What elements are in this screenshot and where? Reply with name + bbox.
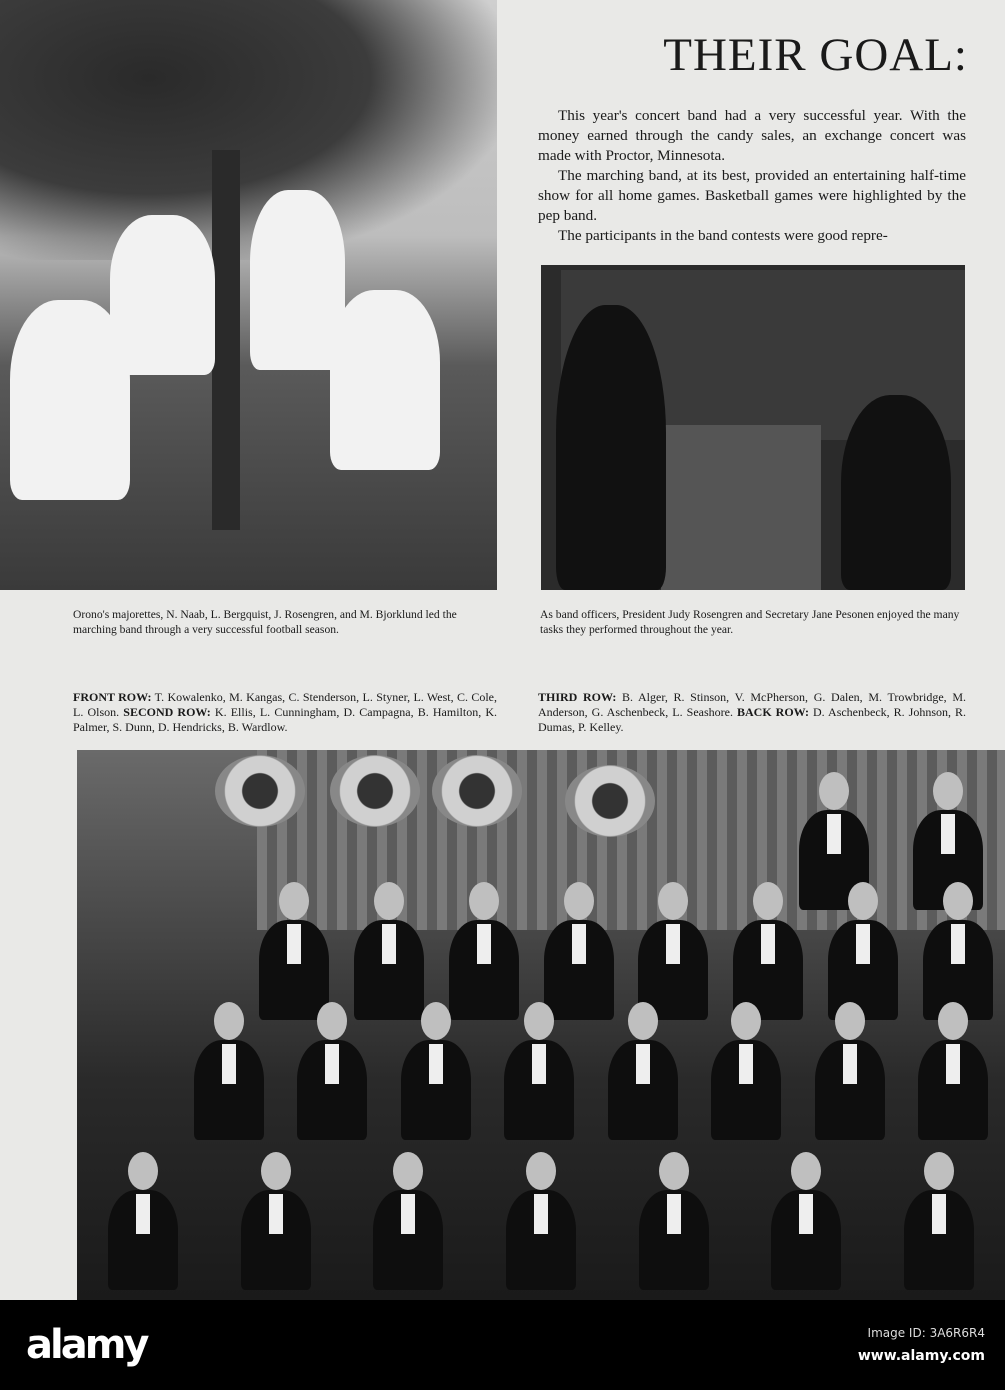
- band-member: [828, 920, 898, 1020]
- page-title: THEIR GOAL:: [663, 29, 968, 81]
- band-member: [544, 920, 614, 1020]
- band-member: [506, 1190, 576, 1290]
- front-row-label: FRONT ROW:: [73, 690, 152, 704]
- sousaphone: [330, 755, 420, 827]
- band-group-photo: [77, 750, 1005, 1300]
- paragraph: The marching band, at its best, provided an entertaining half-time show for all home games. Basketball games were highlighted by the pep band.: [538, 167, 966, 224]
- paragraph: The participants in the band contests were good repre-: [558, 227, 888, 244]
- front-row-names: T. Kowalenko, M. Kangas, C. Stenderson, L. Styner, L. West, C. Cole, L. Olson.: [73, 690, 497, 719]
- second-row: [177, 1040, 1005, 1140]
- officer: [841, 395, 951, 590]
- officer: [556, 305, 666, 590]
- band-member: [639, 1190, 709, 1290]
- majorettes-caption: Orono's majorettes, N. Naab, L. Bergquist, J. Rosengren, and M. Bjorklund led the marching band through a very successful football season.: [73, 608, 457, 636]
- band-member: [354, 920, 424, 1020]
- second-row-label: SECOND ROW:: [123, 705, 211, 719]
- tree-foliage: [0, 0, 497, 260]
- sousaphone: [565, 765, 655, 837]
- back-row-names: D. Aschenbeck, R. Johnson, R. Dumas, P. Kelley.: [538, 705, 967, 734]
- band-officers-photo: [541, 265, 965, 590]
- band-member: [259, 920, 329, 1020]
- article-body: [538, 106, 966, 246]
- watermark-footer: [0, 1300, 1005, 1390]
- band-member: [194, 1040, 264, 1140]
- band-member: [504, 1040, 574, 1140]
- third-row-label: THIRD ROW:: [538, 690, 617, 704]
- majorette: [330, 290, 440, 470]
- band-member: [401, 1040, 471, 1140]
- band-member: [373, 1190, 443, 1290]
- band-member: [449, 920, 519, 1020]
- back-row-label: BACK ROW:: [736, 705, 809, 719]
- third-row-names: B. Alger, R. Stinson, V. McPherson, G. Dalen, M. Trowbridge, M. Anderson, G. Aschenbeck, L. Seashore.: [538, 690, 966, 719]
- site-url: www.alamy.com: [857, 1348, 985, 1364]
- band-member: [711, 1040, 781, 1140]
- band-member: [608, 1040, 678, 1140]
- majorette: [110, 215, 215, 375]
- front-row: [77, 1190, 1005, 1290]
- paragraph: This year's concert band had a very successful year. With the money earned through the candy sales, an exchange concert was made with Proctor, Minnesota.: [538, 107, 966, 164]
- alamy-logo: alamy: [26, 1322, 147, 1368]
- lectern: [661, 425, 821, 590]
- names-right: [538, 690, 966, 735]
- sousaphone: [432, 755, 522, 827]
- band-member: [771, 1190, 841, 1290]
- sousaphone: [215, 755, 305, 827]
- third-row: [247, 920, 1005, 1020]
- tree-trunk: [212, 150, 240, 530]
- band-member: [918, 1040, 988, 1140]
- band-member: [297, 1040, 367, 1140]
- band-member: [815, 1040, 885, 1140]
- band-member: [108, 1190, 178, 1290]
- band-member: [241, 1190, 311, 1290]
- second-row-names: K. Ellis, L. Cunningham, D. Campagna, B. Hamilton, K. Palmer, S. Dunn, D. Hendricks, B. Wardlow.: [73, 705, 497, 734]
- majorettes-photo: [0, 0, 497, 590]
- officers-caption: As band officers, President Judy Rosengren and Secretary Jane Pesonen enjoyed the many tasks they performed throughout the year.: [540, 608, 960, 636]
- band-member: [904, 1190, 974, 1290]
- names-left: [73, 690, 497, 735]
- image-id: Image ID: 3A6R6R4: [867, 1326, 985, 1340]
